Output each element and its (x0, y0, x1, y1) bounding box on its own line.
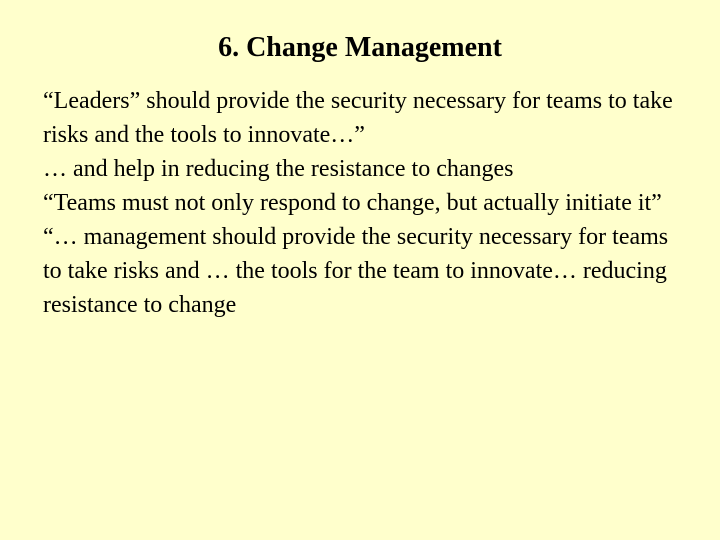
body-paragraph-3: “Teams must not only respond to change, but actually initiate it” (43, 190, 662, 216)
body-paragraph-2: … and help in reducing the resistance to changes (43, 156, 514, 182)
body-paragraph-4: “… management should provide the security necessary for teams to take risks and … the tools for the team to innovate… reducing resistance to change (43, 224, 669, 318)
slide-title: 6. Change Management (218, 32, 502, 63)
slide-body (43, 84, 683, 322)
body-paragraph-1: “Leaders” should provide the security necessary for teams to take risks and the tools to innovate…” (43, 88, 673, 148)
